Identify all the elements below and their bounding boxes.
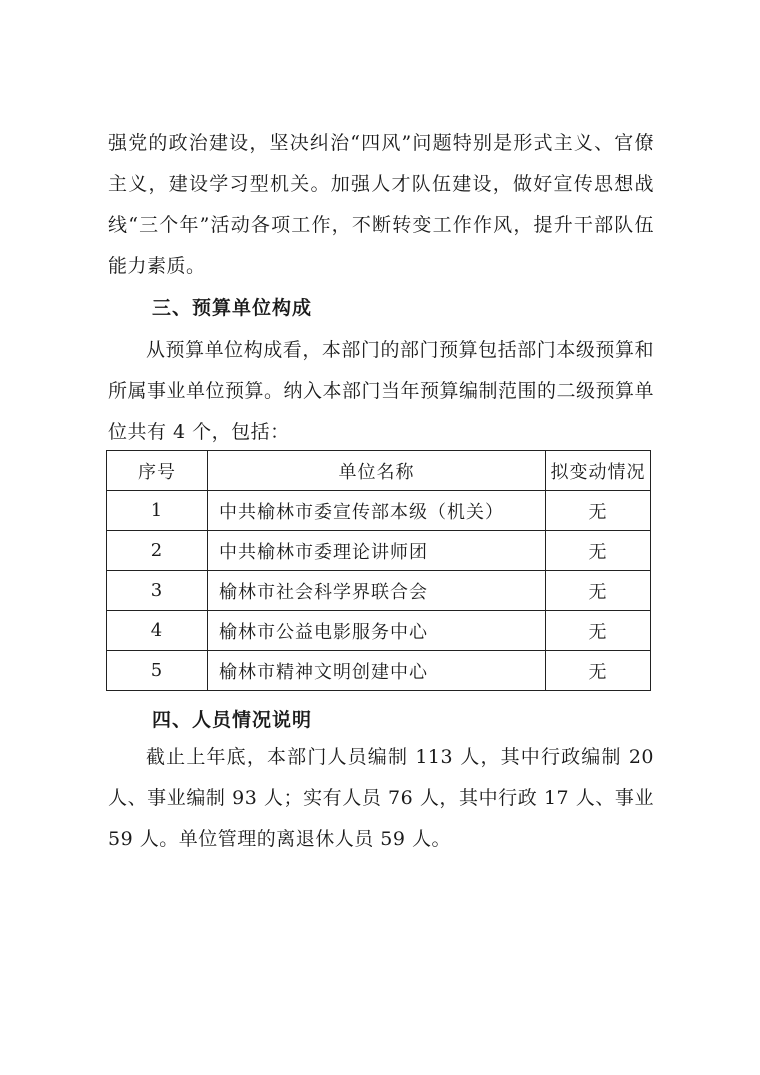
header-change-status: 拟变动情况 [546, 451, 651, 491]
table-row [107, 611, 651, 651]
header-index: 序号 [107, 451, 208, 491]
table-row [107, 531, 651, 571]
table-row [107, 491, 651, 531]
row-change-status: 无 [546, 491, 651, 531]
section-4-heading: 四、人员情况说明 [152, 709, 313, 731]
row-index: 5 [107, 651, 208, 691]
row-index: 4 [107, 611, 208, 651]
row-change-status: 无 [546, 531, 651, 571]
budget-units-table [106, 450, 651, 691]
row-unit-name: 榆林市精神文明创建中心 [208, 651, 546, 691]
section-4-paragraph: 截止上年底，本部门人员编制 113 人，其中行政编制 20 人、事业编制 93 人；实有人员 76 人，其中行政 17 人、事业 59 人。单位管理的离退休人员 59 人。 [108, 746, 654, 850]
row-unit-name: 中共榆林市委理论讲师团 [208, 531, 546, 571]
row-unit-name: 榆林市公益电影服务中心 [208, 611, 546, 651]
section-3-heading: 三、预算单位构成 [152, 297, 313, 319]
row-unit-name: 中共榆林市委宣传部本级（机关） [208, 491, 546, 531]
row-change-status: 无 [546, 571, 651, 611]
table-row [107, 651, 651, 691]
intro-paragraph: 强党的政治建设，坚决纠治“四风”问题特别是形式主义、官僚主义，建设学习型机关。加强人才队伍建设，做好宣传思想战线“三个年”活动各项工作，不断转变工作作风，提升干部队伍能力素质。 [108, 132, 654, 277]
section-3-paragraph: 从预算单位构成看，本部门的部门预算包括部门本级预算和所属事业单位预算。纳入本部门当年预算编制范围的二级预算单位共有 4 个，包括： [108, 339, 655, 443]
row-index: 2 [107, 531, 208, 571]
row-change-status: 无 [546, 651, 651, 691]
row-unit-name: 榆林市社会科学界联合会 [208, 571, 546, 611]
row-index: 1 [107, 491, 208, 531]
row-change-status: 无 [546, 611, 651, 651]
row-index: 3 [107, 571, 208, 611]
table-row [107, 571, 651, 611]
table-header-row [107, 451, 651, 491]
header-unit-name: 单位名称 [208, 451, 546, 491]
